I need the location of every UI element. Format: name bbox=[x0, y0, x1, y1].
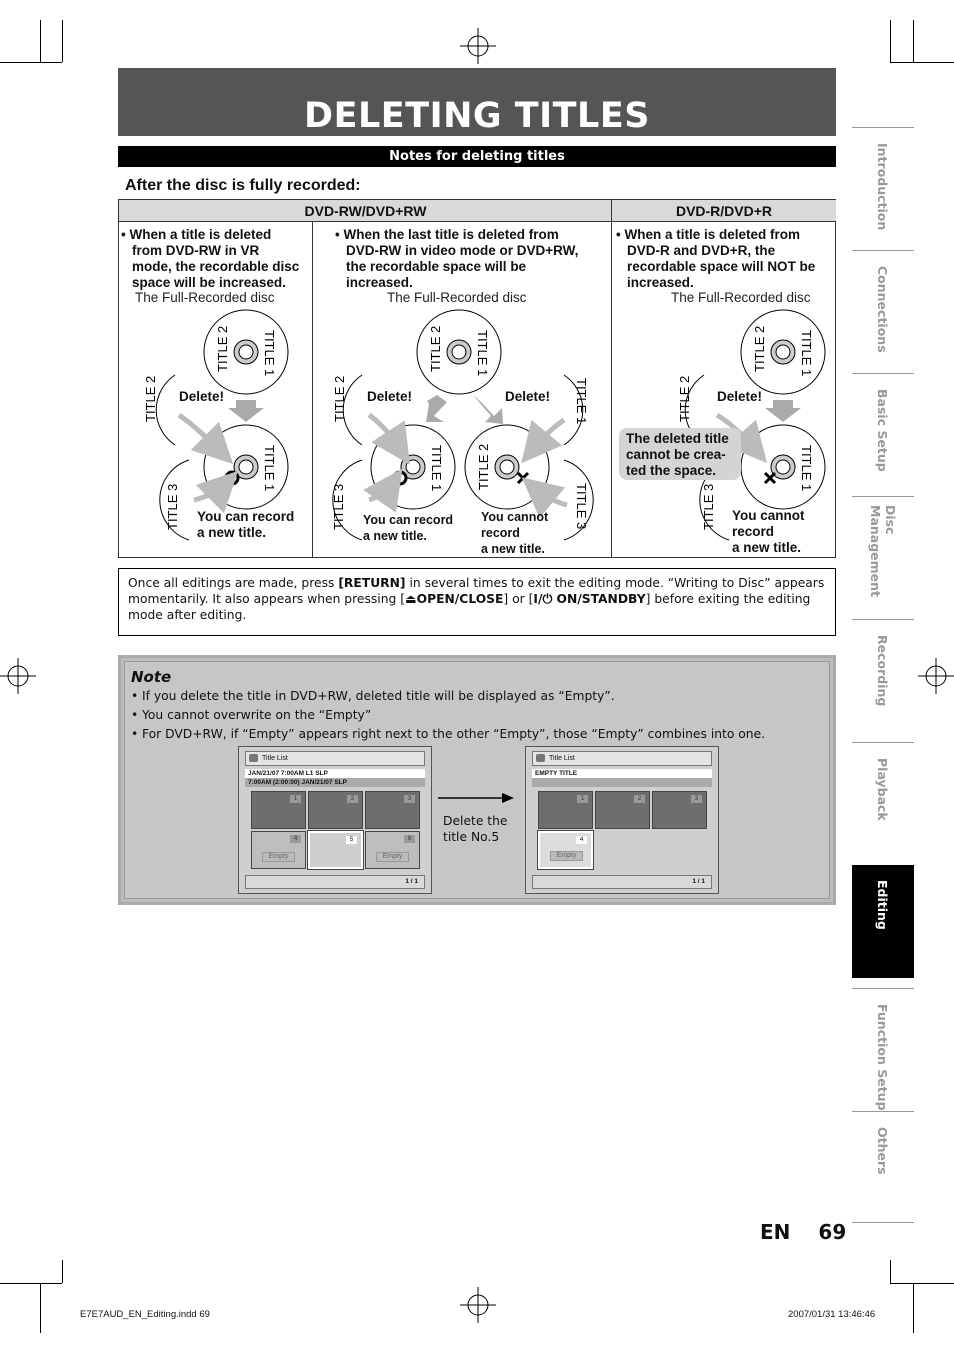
col-header-dvd-r: DVD-R/DVD+R bbox=[612, 200, 836, 222]
note-item: • If you delete the title in DVD+RW, deleted title will be displayed as “Empty”. bbox=[131, 689, 615, 703]
crop-mark bbox=[913, 20, 914, 62]
cell3-diagram bbox=[619, 310, 825, 540]
svg-text:TITLE 1: TITLE 1 bbox=[574, 378, 589, 425]
crop-mark bbox=[40, 20, 41, 62]
cell3-result: You cannot record a new title. bbox=[732, 508, 805, 555]
info-box: Once all editings are made, press [RETURN] in several times to exit the editing mode. “Writing to Disc” appears momentarily. It also appears when pressing [⏏OPEN/CLOSE] or [I/⏻ ON/STANDBY] before exiting the editing mode after editing. bbox=[118, 568, 836, 636]
footer-file: E7E7AUD_EN_Editing.indd 69 bbox=[80, 1309, 210, 1320]
page-number: EN 69 bbox=[760, 1220, 847, 1244]
crop-mark bbox=[0, 62, 62, 63]
thumbnail: 6 Empty bbox=[365, 831, 420, 869]
tab-connections[interactable]: Connections bbox=[852, 250, 914, 365]
svg-text:TITLE 2: TITLE 2 bbox=[428, 325, 443, 372]
screen-title: Title List bbox=[532, 751, 712, 766]
screen-after: Title List EMPTY TITLE 1 2 3 4 Empty 1 / 1 bbox=[525, 746, 719, 894]
section-heading: Notes for deleting titles bbox=[118, 146, 836, 167]
svg-text:TITLE 1: TITLE 1 bbox=[262, 330, 277, 377]
delete-label: Delete! bbox=[505, 389, 551, 404]
page-title: DELETING TITLES bbox=[118, 68, 836, 136]
crop-mark bbox=[0, 1283, 62, 1284]
thumbnail: 2 bbox=[595, 791, 650, 829]
note-box bbox=[118, 655, 836, 905]
svg-text:TITLE 3: TITLE 3 bbox=[574, 483, 589, 530]
thumbnail-selected: 4 Empty bbox=[538, 831, 593, 869]
tab-introduction[interactable]: Introduction bbox=[852, 127, 914, 242]
thumbnail: 4 Empty bbox=[251, 831, 306, 869]
footer-timestamp: 2007/01/31 13:46:46 bbox=[788, 1309, 876, 1320]
crop-mark bbox=[40, 1283, 41, 1333]
svg-text:TITLE 3: TITLE 3 bbox=[701, 483, 716, 530]
tab-function-setup[interactable]: Function Setup bbox=[852, 988, 914, 1103]
screen-title: Title List bbox=[245, 751, 425, 766]
crop-mark bbox=[890, 1260, 891, 1283]
registration-mark bbox=[0, 658, 36, 694]
col-header-dvd-rw: DVD-RW/DVD+RW bbox=[119, 200, 612, 222]
tab-playback[interactable]: Playback bbox=[852, 742, 914, 857]
registration-mark bbox=[460, 1287, 496, 1323]
registration-mark bbox=[918, 658, 954, 694]
tab-others[interactable]: Others bbox=[852, 1111, 914, 1223]
cell1-caption: The Full-Recorded disc bbox=[135, 290, 275, 305]
subheading: After the disc is fully recorded: bbox=[125, 177, 361, 194]
cell2-caption: The Full-Recorded disc bbox=[387, 290, 527, 305]
crop-mark bbox=[890, 1283, 954, 1284]
cell1-bullet: • When a title is deleted from DVD-RW in VR mode, the recordable disc space will be increased. bbox=[121, 227, 300, 290]
thumbnail: 3 bbox=[652, 791, 707, 829]
svg-text:TITLE 1: TITLE 1 bbox=[429, 445, 444, 492]
svg-text:TITLE 2: TITLE 2 bbox=[332, 375, 347, 422]
svg-text:TITLE 1: TITLE 1 bbox=[262, 445, 277, 492]
tab-disc-management[interactable]: Disc Management bbox=[852, 496, 914, 611]
delete-label: Delete! bbox=[717, 389, 763, 404]
right-arrow-icon bbox=[436, 792, 516, 804]
cell3-caption: The Full-Recorded disc bbox=[671, 290, 811, 305]
crop-mark bbox=[890, 62, 954, 63]
cell3-callout: The deleted title cannot be crea- ted the space. bbox=[626, 431, 729, 478]
registration-mark bbox=[460, 28, 496, 64]
svg-text:TITLE 3: TITLE 3 bbox=[331, 483, 346, 530]
delete-label: Delete! bbox=[367, 389, 413, 404]
svg-text:TITLE 2: TITLE 2 bbox=[143, 375, 158, 422]
thumbnail: 2 bbox=[308, 791, 363, 829]
power-icon: ⏻ bbox=[542, 592, 553, 606]
crop-mark bbox=[62, 20, 63, 62]
svg-text:TITLE 2: TITLE 2 bbox=[215, 325, 230, 372]
svg-text:TITLE 2: TITLE 2 bbox=[476, 443, 491, 490]
delete-label: Delete! bbox=[179, 389, 225, 404]
cell1-result: You can record a new title. bbox=[197, 509, 295, 540]
thumbnail-selected: 5 bbox=[308, 831, 363, 869]
thumbnail: 3 bbox=[365, 791, 420, 829]
screen-before: Title List JAN/21/07 7:00AM L1 SLP 7:00AM (2:00:00) JAN/21/07 SLP 1 2 3 4 Empty 5 6 Empty 1 / 1 bbox=[238, 746, 432, 894]
cell2-bullet: • When the last title is deleted from DVD-RW in video mode or DVD+RW, the recordable space will be increased. bbox=[335, 227, 579, 290]
svg-text:TITLE 3: TITLE 3 bbox=[165, 483, 180, 530]
svg-text:TITLE 2: TITLE 2 bbox=[677, 375, 692, 422]
cell2-diagram bbox=[331, 310, 593, 540]
crop-mark bbox=[890, 20, 891, 62]
eject-icon: ⏏ bbox=[405, 592, 417, 606]
svg-text:TITLE 1: TITLE 1 bbox=[475, 330, 490, 377]
cell2-result-right: You cannot record a new title. bbox=[481, 510, 549, 556]
note-item: • For DVD+RW, if “Empty” appears right next to the other “Empty”, those “Empty” combines into one. bbox=[131, 727, 765, 741]
cell1-diagram bbox=[143, 310, 288, 540]
svg-text:TITLE 2: TITLE 2 bbox=[752, 325, 767, 372]
tab-editing[interactable]: Editing bbox=[852, 865, 914, 978]
cell3-bullet: • When a title is deleted from DVD-R and DVD+R, the recordable space will NOT be increased. bbox=[616, 227, 816, 290]
cell2-result-left: You can record a new title. bbox=[363, 513, 454, 543]
crop-mark bbox=[62, 1260, 63, 1283]
svg-text:TITLE 1: TITLE 1 bbox=[799, 445, 814, 492]
tab-recording[interactable]: Recording bbox=[852, 619, 914, 734]
thumbnail: 1 bbox=[538, 791, 593, 829]
note-title: Note bbox=[131, 668, 172, 686]
crop-mark bbox=[913, 1283, 914, 1333]
arrow-caption: Delete the title No.5 bbox=[443, 814, 508, 844]
note-item: • You cannot overwrite on the “Empty” bbox=[131, 708, 371, 722]
svg-text:TITLE 1: TITLE 1 bbox=[799, 330, 814, 377]
thumbnail: 1 bbox=[251, 791, 306, 829]
tab-basic-setup[interactable]: Basic Setup bbox=[852, 373, 914, 488]
